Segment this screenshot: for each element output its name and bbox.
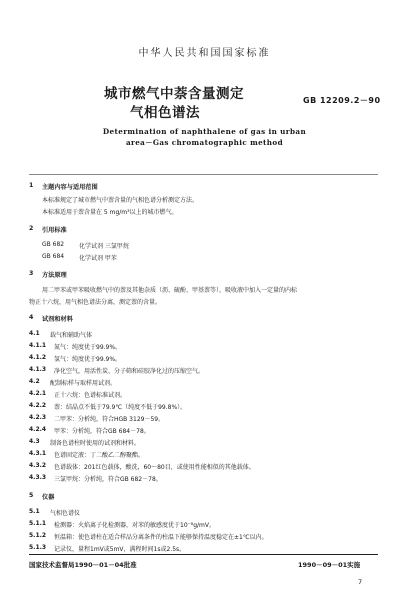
clause-number: 5.1.3 [29, 544, 47, 551]
clause-text: 色谱固定液：丁二酸乙二醇聚酯。 [54, 452, 145, 459]
section-4-title: 试剂和材料 [42, 316, 73, 323]
section-4-number: 4 [29, 314, 34, 321]
clause-number: 4.1.3 [29, 366, 47, 373]
clause-text: 恒温箱：使色谱柱在适合样品分离条件的柱温下能够保持温度稳定在±1℃以内。 [54, 534, 268, 541]
clause-text: 检测器：火焰离子化检测器，对苯的敏感度优于10⁻⁸g/mV。 [54, 522, 215, 529]
clause-text: 色谱载体：201红色载体，酸洗，60～80目，或使用性能相似的其他载体。 [54, 464, 255, 471]
clause-text: 载气和辅助气体 [50, 332, 93, 339]
reference-title: 化学试剂 甲苯 [79, 255, 117, 262]
clause-text: 正十六烷：色谱标准试剂。 [54, 392, 127, 399]
reference-code: GB 682 [42, 241, 65, 248]
document-title-line1: 城市燃气中萘含量测定 [104, 86, 244, 102]
reference-title: 化学试剂 三氯甲烷 [79, 243, 129, 250]
document-title-line2: 气相色谱法 [130, 105, 200, 121]
header-divider [29, 174, 378, 175]
clause-text: 二甲苯：分析纯，符合HGB 3129－59。 [54, 416, 165, 423]
clause-number: 4.3 [29, 438, 40, 445]
clause-number: 4.3.2 [29, 462, 47, 469]
clause-text: 氢气：纯度优于99.9%。 [54, 356, 122, 363]
footer-divider [29, 554, 378, 555]
page-number: 7 [358, 578, 363, 586]
clause-number: 4.3.3 [29, 474, 47, 481]
clause-number: 5.1 [29, 508, 40, 515]
clause-text: 净化空气，用活性炭、分子筛和硅胶净化过的压缩空气。 [54, 368, 205, 375]
section-1-paragraph: 本标准适用于萘含量在 5 mg/m³以上的城市燃气。 [42, 209, 178, 216]
clause-number: 5.1.2 [29, 532, 47, 539]
standard-code: GB 12209.2－90 [303, 96, 381, 105]
clause-number: 4.2.3 [29, 414, 47, 421]
clause-text: 三氯甲烷：分析纯，符合GB 682－78。 [54, 476, 162, 483]
section-5-number: 5 [29, 492, 34, 499]
clause-number: 4.2.1 [29, 390, 47, 397]
clause-text: 萘：结晶点不低于79.9℃（纯度不低于99.8%）。 [54, 404, 187, 411]
section-3-paragraph: 用二甲苯或甲苯吸收燃气中的萘及其他杂质（沥、硫酚、甲基萘等），吸收液中加入一定量的内标 [42, 287, 298, 294]
english-title-line1: Determination of naphthalene of gas in urban [102, 127, 307, 136]
section-3-number: 3 [29, 270, 34, 277]
clause-text: 记录仪，量程1mV或5mV，满程时间1s或2.5s。 [54, 546, 186, 553]
section-1-number: 1 [29, 182, 34, 189]
section-3-paragraph: 物正十六烷，用气相色谱法分离，测定萘的含量。 [29, 299, 162, 306]
standard-category-header: 中华人民共和国国家标准 [138, 48, 271, 59]
clause-text: 制备色谱柱时使用的试剂和材料。 [50, 440, 141, 447]
approval-date: 国家技术监督局1990－01－04批准 [29, 561, 137, 569]
clause-text: 甲苯：分析纯，符合GB 684－78。 [54, 428, 150, 435]
section-1-title: 主题内容与适用范围 [42, 184, 98, 191]
section-5-title: 仪器 [42, 494, 55, 501]
clause-text: 配制标样与取样用试剂。 [50, 380, 117, 387]
clause-number: 4.2.2 [29, 402, 47, 409]
clause-number: 4.1.2 [29, 354, 47, 361]
english-title-line2: area－Gas chromatographic method [125, 138, 284, 147]
clause-number: 4.2 [29, 378, 40, 385]
clause-number: 4.1.1 [29, 342, 47, 349]
clause-number: 4.2.4 [29, 426, 47, 433]
clause-text: 氮气：纯度优于99.9%。 [54, 344, 122, 351]
section-1-paragraph: 本标准规定了城市燃气中萘含量的气相色谱分析测定方法。 [42, 197, 199, 204]
clause-number: 4.1 [29, 330, 40, 337]
clause-text: 气相色谱仪 [50, 510, 81, 517]
section-2-title: 引用标准 [42, 227, 67, 234]
clause-number: 4.3.1 [29, 450, 47, 457]
implementation-date: 1990－09－01实施 [298, 561, 361, 569]
clause-number: 5.1.1 [29, 520, 47, 527]
section-2-number: 2 [29, 225, 34, 232]
section-3-title: 方法原理 [42, 272, 67, 279]
reference-code: GB 684 [42, 253, 65, 260]
